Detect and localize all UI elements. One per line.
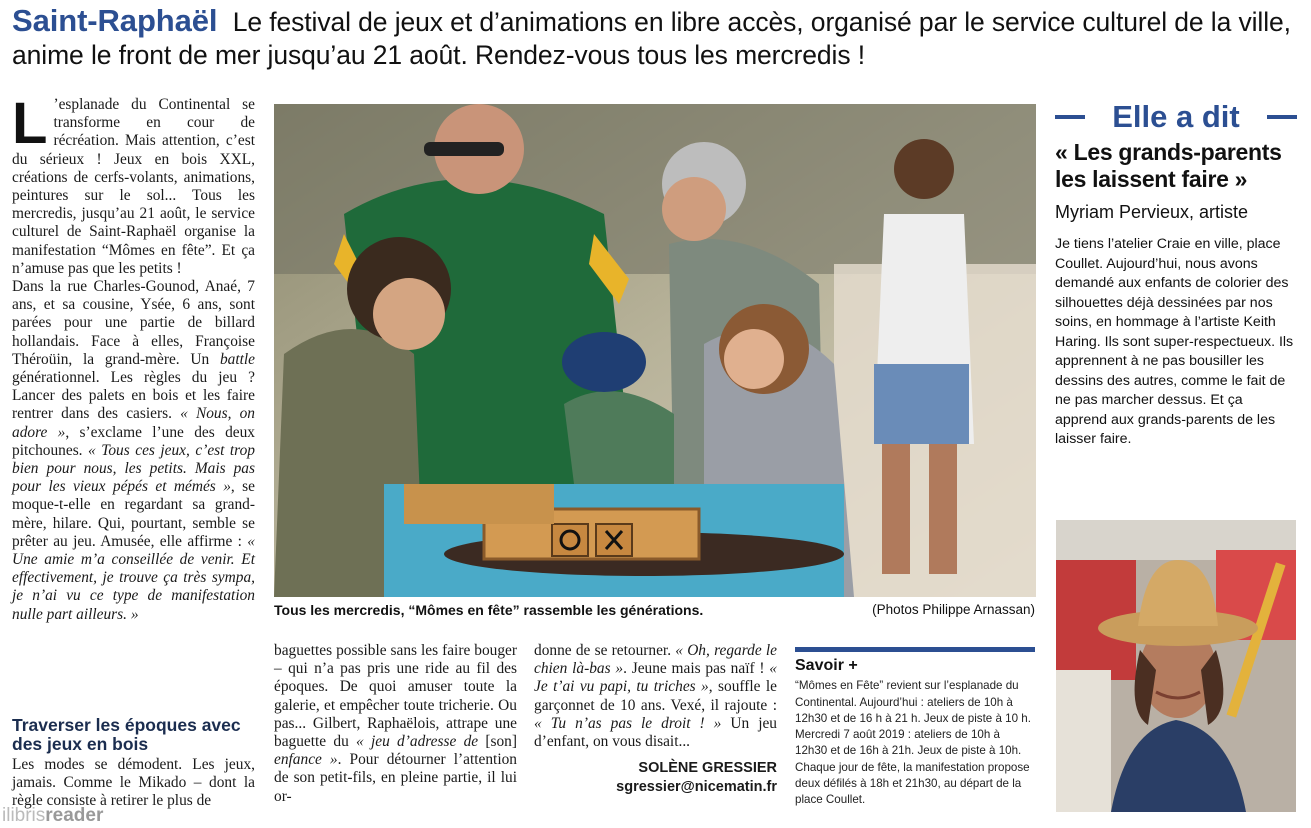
elle-body: Je tiens l’atelier Craie en ville, place Coullet. Aujourd’hui, nous avons demandé aux enfants de colorier des silhouettes déjà dessinées par nos soins, en hommage à l’artiste Keith Haring. Ils sont super-respectueux. Ils apprennent à ne pas bousiller les dessins des autres, comme le fait de ne pas marcher dessus. Et ça apprend aux grands-parents de les laisser faire.	[1055, 236, 1294, 447]
p2-battle: battle	[219, 350, 255, 368]
col3-quote-2: « Je t’ai vu papi, tu triches »	[534, 660, 777, 696]
kicker-text: Elle a dit	[1112, 99, 1240, 134]
watermark-b: reader	[45, 805, 104, 826]
main-photo	[274, 104, 1036, 597]
author-email[interactable]: sgressier@nicematin.fr	[616, 779, 777, 796]
col3-quote-3: « Tu n’as pas le droit ! »	[534, 714, 722, 732]
savoir-line-3: Chaque jour de fête, la manifestation propose deux défilés à 18h et 21h30, au départ de la place Coullet.	[795, 760, 1030, 807]
col2-son: [son]	[485, 733, 518, 751]
elle-a-dit-kicker	[1055, 98, 1297, 136]
p2-text-a: Dans la rue Charles-Gounod, Anaé, 7 ans, et sa cousine, Ysée, 6 ans, sont parées pour une partie de billard hollandais. Face à elles, Françoise Théroüin, la grand-mère. Un	[12, 278, 255, 368]
savoir-line-1: “Mômes en Fête” revient sur l’esplanade du Continental. Aujourd’hui : ateliers de 10h à 12h30 et de 16 h à 21 h. Jeux de piste à 10 h.	[795, 679, 1031, 725]
elle-a-dit-box	[1055, 98, 1297, 450]
kicker-bar-right	[1267, 115, 1297, 119]
savoir-plus-title: Savoir +	[795, 657, 858, 674]
col2-text-a: baguettes possible sans les faire bouger – qui n’a pas pris une ride au fil des époques. De quoi amuser toute la galerie, et empêcher toute tricherie. Ou pas... Gilbert, Raphaëlois, attrape une baguette du	[274, 642, 517, 751]
headline-city: Saint-Raphaël	[12, 3, 218, 38]
article-column-1	[12, 91, 255, 624]
article-column-2	[274, 642, 517, 806]
elle-speaker: Myriam Pervieux, artiste	[1055, 202, 1249, 222]
p2-text-d: , se moque-t-elle en regardant sa grand-mère, hilare. Qui, pourtant, semble se prêter au jeu. Amusée, elle affirme :	[12, 478, 255, 550]
col3-text-d: Un jeu d’enfant, on vous disait...	[534, 714, 777, 751]
p2-text-b: générationnel. Les règles du jeu ? Lancer des palets en bois et les faire rentrer dans des casiers.	[12, 369, 255, 423]
dropcap: L	[12, 91, 48, 156]
p2-quote-1: « Nous, on adore »	[12, 405, 255, 441]
portrait-photo	[1056, 520, 1296, 812]
article-paragraph-3: Les modes se démodent. Les jeux, jamais. Comme le Mikado – dont la règle consiste à retirer le plus de	[12, 756, 255, 810]
watermark	[2, 805, 103, 827]
col2-text-b: . Pour détourner l’attention de son petit-fils, en pleine partie, il lui or-	[274, 751, 517, 805]
col3-text-a: donne de se retourner.	[534, 642, 676, 659]
savoir-plus-box	[795, 647, 1035, 809]
article-column-3	[534, 642, 777, 797]
author-name: SOLÈNE GRESSIER	[638, 760, 777, 777]
paragraph-1-text: ’esplanade du Continental se transforme en cour de récréation. Mais attention, c’est du sérieux ! Jeux en bois XXL, créations de cerfs-volants, animations, peintures sur le sol... Tous les mercredis, jusqu’au 21 août, le service culturel de Saint-Raphaël organise la manifestation “Mômes en fête”. Et ça n’amuse pas que les petits !	[12, 96, 255, 277]
author-signature	[534, 759, 777, 797]
col3-quote-1: « Oh, regarde le chien là-bas »	[534, 642, 777, 678]
col3-text-c: , souffle le garçonnet de 10 ans. Vexé, il rajoute :	[534, 678, 777, 714]
elle-quote: « Les grands-parents les laissent faire »	[1055, 139, 1282, 192]
photo-caption: Tous les mercredis, “Mômes en fête” rassemble les générations.	[274, 602, 704, 618]
p2-quote-2: « Tous ces jeux, c’est trop bien pour nous, les petits. Mais pas pour les vieux pépés et mémés »	[12, 441, 255, 496]
col3-text-b: . Jeune mais pas naïf !	[623, 660, 770, 678]
col2-quote-end: enfance »	[274, 751, 338, 769]
col2-quote: « jeu d’adresse de	[356, 733, 486, 751]
headline	[12, 4, 1302, 72]
savoir-line-2: Mercredi 7 août 2019 : ateliers de 10h à 12h30 et de 16h à 21h. Jeux de piste à 10h.	[795, 728, 1022, 758]
p2-text-c: , s’exclame l’une des deux pitchounes.	[12, 423, 255, 459]
article-paragraph-2	[12, 278, 255, 624]
col3-paragraph	[534, 642, 777, 751]
photo-credit: (Photos Philippe Arnassan)	[872, 602, 1035, 617]
headline-text: Le festival de jeux et d’animations en libre accès, organisé par le service culturel de la ville, anime le front de mer jusqu’au 21 août. Rendez-vous tous les mercredis !	[12, 7, 1291, 70]
watermark-a: ilibris	[2, 805, 46, 826]
p2-quote-3: « Une amie m’a conseillée de venir. Et effectivement, je trouve ça très sympa, je n’ai vu ce type de manifestation nulle part ailleurs. »	[12, 532, 255, 623]
article-subhead: Traverser les époques avec des jeux en bois	[12, 715, 241, 754]
article-paragraph-1	[12, 91, 255, 278]
kicker-bar-left	[1055, 115, 1085, 119]
